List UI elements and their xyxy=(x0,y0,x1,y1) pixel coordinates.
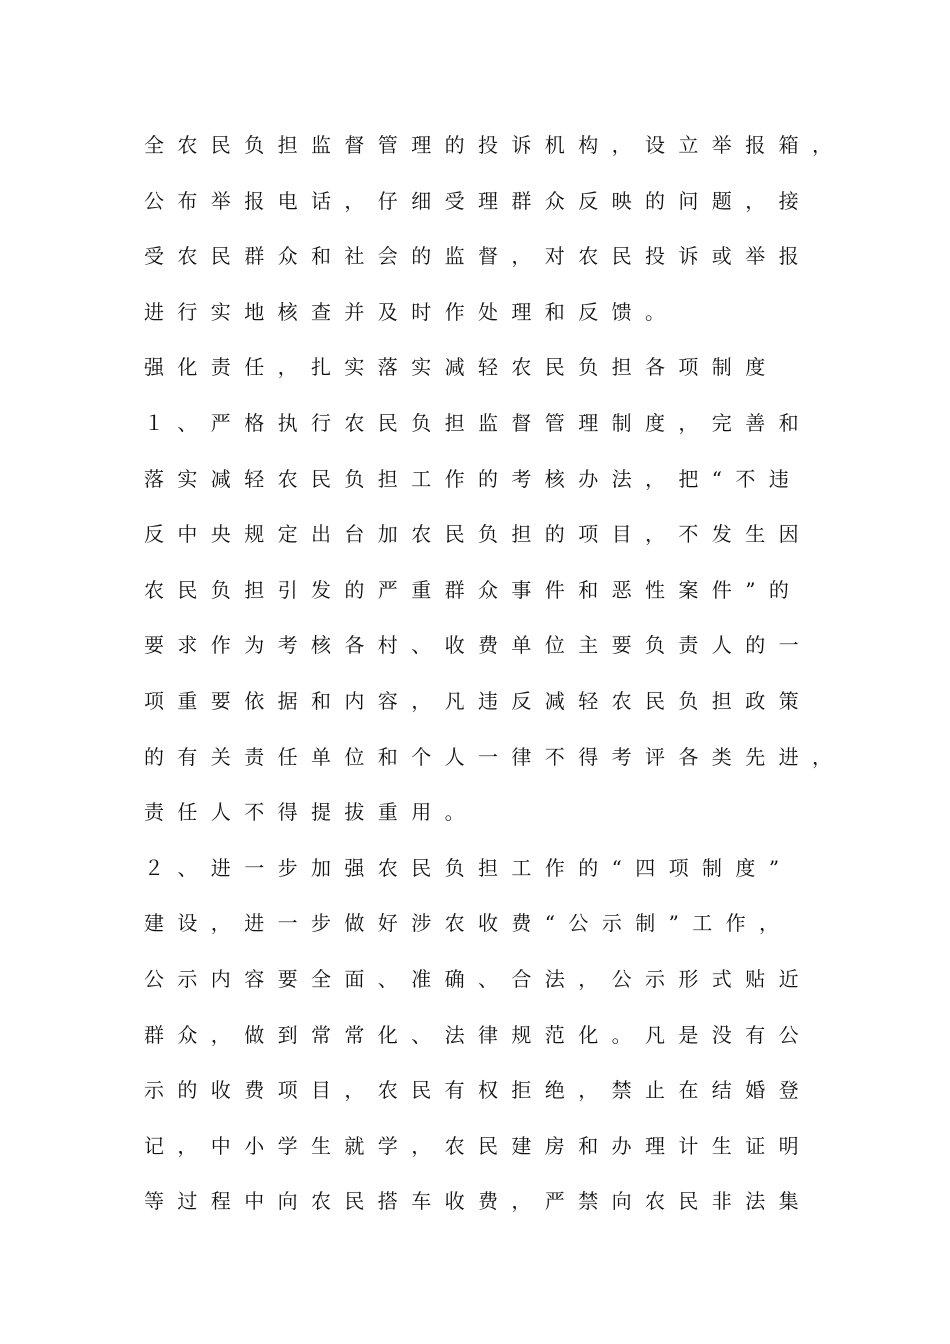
text-line: 反中央规定出台加农民负担的项目，不发生因 xyxy=(144,522,812,547)
text-line: 农民负担引发的严重群众事件和恶性案件”的 xyxy=(144,577,803,602)
text-line: 公示内容要全面、准确、合法，公示形式贴近 xyxy=(144,966,812,991)
text-line: ２、进一步加强农民负担工作的“四项制度” xyxy=(144,855,793,880)
text-line: 落实减轻农民负担工作的考核办法，把“不违 xyxy=(144,466,803,491)
section-heading: 强化责任，扎实落实减轻农民负担各项制度 xyxy=(144,355,779,380)
text-line: 建设，进一步做好涉农收费“公示制”工作， xyxy=(144,911,793,936)
text-line: 全农民负担监督管理的投诉机构，设立举报箱， xyxy=(144,133,846,157)
text-line: 受农民群众和社会的监督，对农民投诉或举报 xyxy=(144,244,812,269)
text-line: 项重要依据和内容，凡违反减轻农民负担政策 xyxy=(144,688,812,713)
text-line: 等过程中向农民搭车收费，严禁向农民非法集 xyxy=(144,1189,812,1214)
text-line: 公布举报电话，仔细受理群众反映的问题，接 xyxy=(144,188,812,213)
body-text xyxy=(144,127,864,1239)
text-line: 记，中小学生就学，农民建房和办理计生证明 xyxy=(144,1133,812,1158)
text-line: 责任人不得提拔重用。 xyxy=(144,800,478,825)
text-line: 的有关责任单位和个人一律不得考评各类先进， xyxy=(144,744,846,769)
text-line: 示的收费项目，农民有权拒绝，禁止在结婚登 xyxy=(144,1078,812,1103)
text-line: 群众，做到常常化、法律规范化。凡是没有公 xyxy=(144,1022,812,1047)
text-line: 进行实地核查并及时作处理和反馈。 xyxy=(144,299,679,324)
text-line: １、严格执行农民负担监督管理制度，完善和 xyxy=(144,410,812,435)
text-line: 要求作为考核各村、收费单位主要负责人的一 xyxy=(144,633,812,658)
